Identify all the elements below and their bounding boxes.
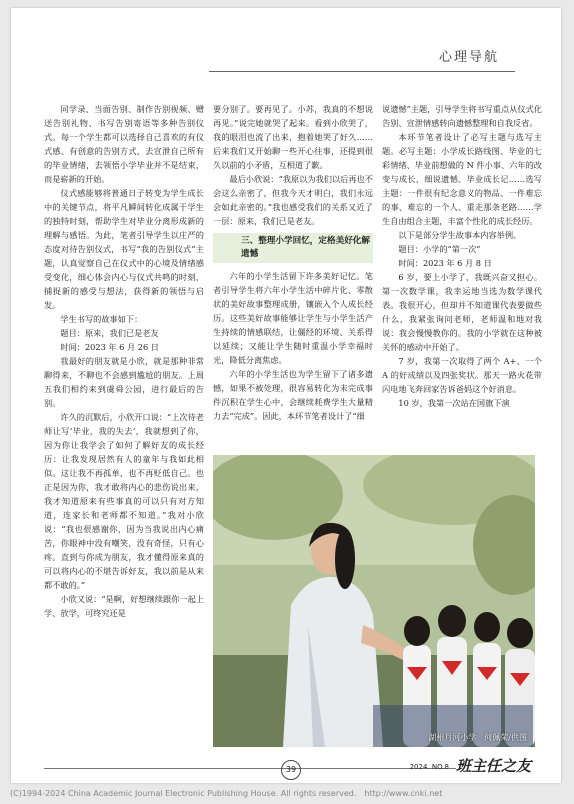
paragraph: 同学录、当面告别、制作告别视频、赠送告别礼物、书写告别寄语等多种告别仪式。每一个学生都可以选择自己喜欢的有仪式感、有创意的告别方式，去宣泄自己所有的毕业情绪，去领悟小学毕业并不是结束，而是崭新的开始。	[44, 104, 204, 184]
paragraph: 说遗憾”主题，引导学生将书写重点从仪式化告别、宣泄情感转向遗憾整理和自我反省。	[382, 104, 542, 128]
paragraph: 10 岁，我第一次站在国旗下演	[398, 398, 510, 408]
section-heading: 三、整理小学回忆，定格美好化解遗憾	[213, 233, 373, 263]
paragraph: 要分别了。要再见了。小苏，我真的不想说再见。”说完她就哭了起来。看到小欣哭了，我的眼泪也流了出来，抱着她哭了好久……后来我们又开始聊一些开心往事，还提到很久以前的小矛盾，互相道了歉。	[213, 104, 373, 170]
story-title: 题目：小学的“第一次”	[398, 244, 481, 254]
copyright-notice: (C)1994-2024 China Academic Journal Electronic Publishing House. All rights reserved. http://www.cnki.net	[10, 789, 443, 798]
paragraph: 本环节笔者设计了必写主题与选写主题。必写主题：小学成长路线图、毕业的七彩情绪、毕业前想做的 N 件小事、六年的改变与成长、细说遗憾、毕业成长记……选写主题：一件很有纪念意义的物品、一件难忘的事、难忘的一个人、重走那条老路……学生自由组合主题，丰富个性化的成长经历。	[382, 132, 542, 226]
header-rule	[209, 71, 515, 72]
paragraph: 许久的沉默后，小欣开口说：“上次待老师让写‘毕业，我的失去’，我就想到了你，因为你让我学会了如何了解好友的成长经历：让我发现居然有人的童年与我如此相似。这让我不再孤单，也不再贬低自己。也正是因为你，我才敢将内心的悲伤说出来，我才知道原来有些事真的可以只有对方知道，连家长和老师都不知道。”我对小欣说：“我也很感谢你，因为当我说出内心痛苦，你眼神中没有嘲笑，没有奇怪，只有心疼。直到与你成为朋友，我才懂得原来真的可以将内心的不堪告诉好友，我以前是从来都不敢的。”	[44, 412, 204, 590]
text-column-2	[213, 102, 373, 458]
page-number: 39	[281, 760, 301, 780]
paragraph: 我最好的朋友就是小欣，就是那种非常聊得来，不聊也不会感到尴尬的朋友。上周五我们相约来到虞舜公园，进行最后的告别。	[44, 356, 204, 408]
magazine-logo: 班主任之友	[455, 757, 531, 775]
paragraph: 小欣又说：“是啊，好想继续跟你一起上学、放学，可终究还是	[44, 594, 204, 618]
paragraph: 六年的小学生活留下许多美好记忆。笔者引导学生将六年小学生活中碎片化、零散状的美好故事整理成册，镶嵌入个人成长经历。这些美好故事能够让学生与小学生活产生持续的情感联结，让僵经的环境、关系得以延续；又能让学生随时重温小学幸福时光，降低分离焦虑。	[213, 271, 373, 365]
paragraph: 六年的小学生活也为学生留下了诸多遗憾，如果不被处理，很容易转化为未完成事件沉积在学生心中，会继续耗费学生大量精力去“完成”。因此，本环节笔者设计了“细	[213, 369, 373, 421]
paragraph: 学生书写的故事如下：	[60, 314, 143, 324]
photo-illustration	[213, 455, 535, 747]
text-column-1	[44, 102, 204, 674]
story-date: 时间：2023 年 6 月 8 日	[398, 258, 492, 268]
footer-rule	[44, 768, 456, 769]
story-title: 题目：原来，我们已是老友	[60, 328, 159, 338]
paragraph: 最后小欣说：“我原以为我们以后再也不会这么亲密了，但我今天才明白，我们永远会如此亲密的。”我也感受我们的关系又近了一层：原来，我们已是老友。	[213, 174, 373, 226]
issue-number: 2024. NO.8	[409, 763, 449, 771]
paragraph: 仪式感能够将普通日子转变为学生成长中的关键节点，将平凡瞬间转化成属于学生的独特时刻，帮助学生对毕业分离形成新的理解与感悟。为此，笔者引导学生以庄严的态度对待告别仪式，书写“我的告别仪式”主题，认真觉察自己在仪式中的心境及情绪感受变化，细心体会内心与仪式共鸣的时刻，捕捉新的感受与想法，获得新的领悟与启发。	[44, 188, 204, 310]
paragraph: 7 岁，我第一次取得了两个 A+、一个 A 的好成绩以及四张奖状。那天一路火花带闪电地飞奔回家告诉爸妈这个好消息。	[382, 356, 542, 394]
story-date: 时间：2023 年 6 月 26 日	[60, 342, 159, 352]
graduation-photo	[213, 455, 535, 747]
photo-caption: 湖州月河小学 何佩荣/供图	[428, 733, 527, 742]
paragraph: 6 岁，要上小学了，我既兴奋又担心。第一次数学课，我幸运地当选为数学课代表。我很开心，但却并不知道课代表要做些什么，我紧张询问老师，老师温和地对我说：我会慢慢教你的。我的小学就在这种被关怀的感动中开始了。	[382, 272, 542, 352]
paragraph: 以下是部分学生故事本内容举例。	[398, 230, 522, 240]
section-header-title: 心理导航	[438, 50, 499, 65]
journal-page	[11, 8, 561, 783]
